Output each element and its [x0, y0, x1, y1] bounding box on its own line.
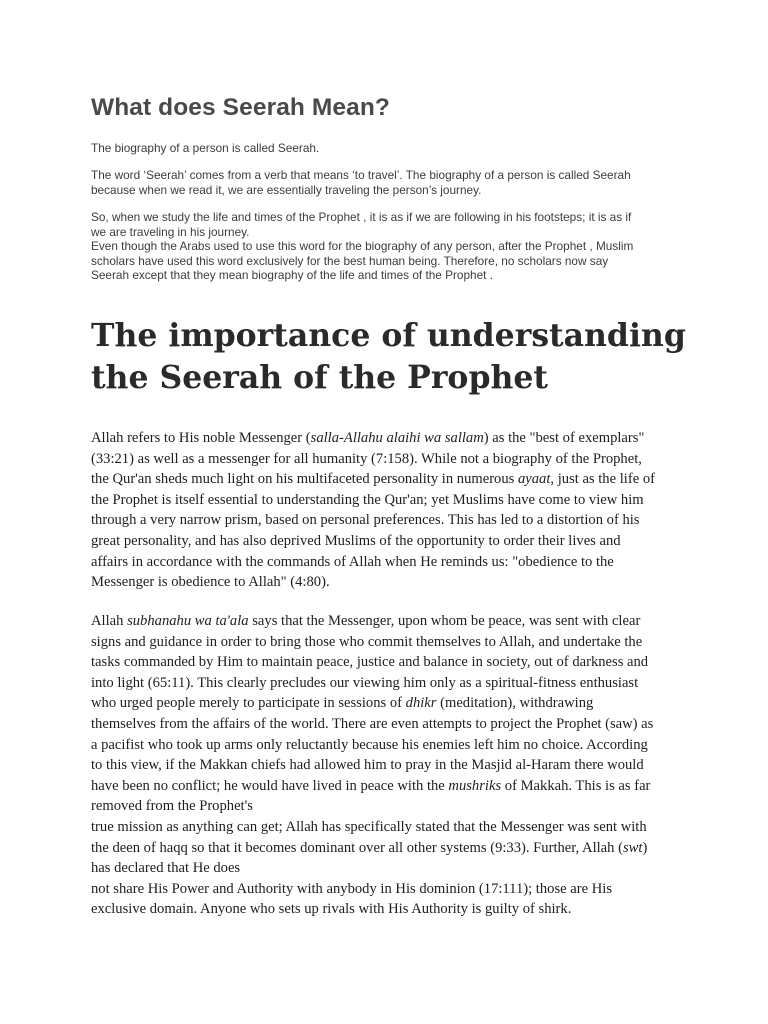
- paragraph-journey: [91, 210, 691, 283]
- text-line: [91, 428, 711, 449]
- paragraph-mission: [91, 611, 711, 920]
- italic-run: swt: [622, 839, 643, 856]
- section-heading-seerah-meaning: What does Seerah Mean?: [91, 94, 390, 121]
- text-line: Seerah except that they mean biography of the life and times of the Prophet .: [91, 268, 493, 283]
- text-run: , just as the life of: [550, 471, 655, 488]
- text-line: The word ‘Seerah’ comes from a verb that means ‘to travel’. The biography of a person is called Seerah: [91, 168, 631, 182]
- text-run: (meditation), withdrawing: [436, 695, 594, 712]
- text-line: [91, 838, 711, 859]
- paragraph-definition: [91, 141, 691, 156]
- text-line: [91, 469, 711, 490]
- text-line: because when we read it, we are essentially traveling the person’s journey.: [91, 182, 482, 197]
- text-line: removed from the Prophet's: [91, 798, 253, 815]
- italic-run: subhanahu wa ta'ala: [127, 613, 249, 629]
- text-line: through a very narrow prism, based on personal preferences. This has led to a distortion of his: [91, 512, 640, 529]
- text-line: a pacifist who took up arms only reluctantly because his enemies left him no choice. According: [91, 736, 648, 753]
- heading-line: The importance of understanding: [91, 317, 686, 354]
- text-line: Messenger is obedience to Allah" (4:80).: [91, 574, 330, 591]
- text-line: true mission as anything can get; Allah has specifically stated that the Messenger was sent with: [91, 818, 647, 835]
- text-line: The biography of a person is called Seerah.: [91, 141, 320, 155]
- italic-run: mushriks: [448, 777, 502, 794]
- text-line: to this view, if the Makkan chiefs had allowed him to pray in the Masjid al-Haram there would: [91, 757, 644, 774]
- text-line: (33:21) as well as a messenger for all humanity (7:158). While not a biography of the Prophet,: [91, 450, 642, 467]
- text-run: says that the Messenger, upon whom be peace, was sent with clear: [248, 613, 641, 629]
- text-line: Even though the Arabs used to use this word for the biography of any person, after the Prophet , Muslim: [91, 239, 634, 254]
- italic-run: salla-Allahu alaihi wa sallam: [310, 430, 484, 446]
- text-line: [91, 611, 711, 632]
- section-heading-importance: [91, 315, 686, 399]
- text-line: themselves from the affairs of the world. There are even attempts to project the Prophet (saw) as: [91, 715, 654, 732]
- text-line: not share His Power and Authority with anybody in His dominion (17:111); those are His: [91, 880, 612, 897]
- text-line: we are traveling in his journey.: [91, 224, 250, 239]
- paragraph-exemplar: [91, 428, 711, 593]
- text-line: into light (65:11). This clearly precludes our viewing him only as a spiritual-fitness enthusiast: [91, 674, 639, 691]
- text-run: of Makkah. This is as far: [501, 777, 651, 794]
- text-line: exclusive domain. Anyone who sets up rivals with His Authority is guilty of shirk.: [91, 901, 572, 918]
- text-run: ): [642, 839, 648, 856]
- paragraph-etymology: [91, 168, 691, 197]
- text-run: the Qur'an sheds much light on his multifaceted personality in numerous: [91, 471, 518, 488]
- heading-line: the Seerah of the Prophet: [91, 359, 548, 396]
- text-line: [91, 776, 711, 797]
- text-line: great personality, and has also deprived Muslims of the opportunity to order their lives and: [91, 532, 621, 549]
- text-run: Allah: [91, 613, 128, 629]
- italic-run: dhikr: [405, 695, 437, 712]
- text-run: ) as the "best of exemplars": [483, 430, 645, 446]
- text-run: the deen of haqq so that it becomes dominant over all other systems (9:33). Further, Allah (: [91, 839, 623, 856]
- text-line: tasks commanded by Him to maintain peace, justice and balance in society, out of darkness and: [91, 654, 649, 671]
- text-line: the Prophet is itself essential to understanding the Qur'an; yet Muslims have come to view him: [91, 491, 644, 508]
- text-run: Allah refers to His noble Messenger (: [91, 430, 311, 446]
- text-run: who urged people merely to participate in sessions of: [91, 695, 406, 712]
- text-line: has declared that He does: [91, 860, 241, 877]
- italic-run: ayaat: [517, 471, 551, 488]
- text-run: have been no conflict; he would have lived in peace with the: [91, 777, 449, 794]
- text-line: affairs in accordance with the commands of Allah when He reminds us: "obedience to the: [91, 553, 614, 570]
- text-line: signs and guidance in order to bring those who commit themselves to Allah, and undertake the: [91, 633, 643, 650]
- text-line: scholars have used this word exclusively for the best human being. Therefore, no scholars now say: [91, 253, 609, 268]
- text-line: [91, 693, 711, 714]
- text-line: So, when we study the life and times of the Prophet , it is as if we are following in his footsteps; it is as if: [91, 210, 632, 224]
